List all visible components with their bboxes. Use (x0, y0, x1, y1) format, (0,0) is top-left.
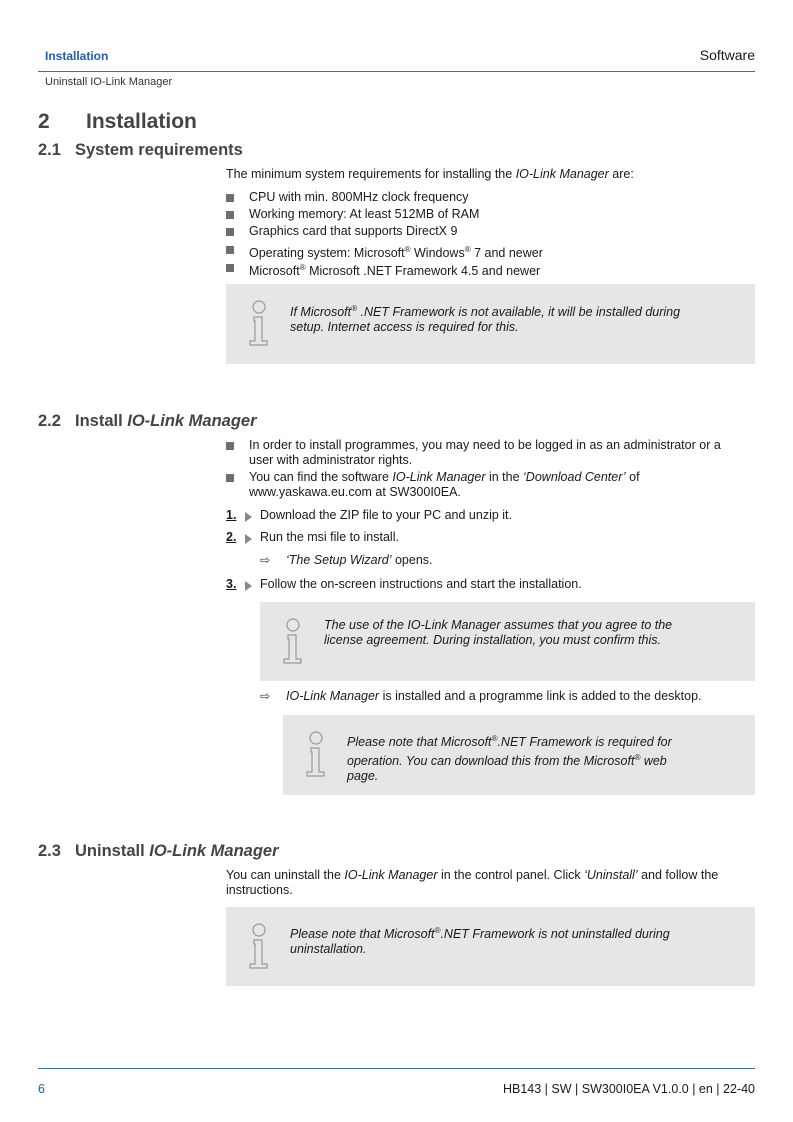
section-number: 2.2 (38, 412, 61, 430)
note-text (347, 731, 747, 784)
section-title: Uninstall (75, 842, 150, 860)
text-part: You can uninstall the (226, 868, 345, 882)
header-subtitle: Uninstall IO-Link Manager (45, 76, 173, 88)
chapter-number: 2 (38, 110, 50, 133)
footer-divider (38, 1068, 755, 1069)
registered-mark: ® (434, 926, 441, 935)
note-part: Please note that Microsoft (290, 927, 435, 942)
bullet-part: user with administrator rights. (249, 453, 413, 467)
intro-text: The minimum system requirements for installing the (226, 167, 516, 181)
bullet-square-icon (226, 211, 234, 219)
note-part: If Microsoft (290, 305, 352, 320)
info-note (283, 715, 755, 795)
result-arrow-icon: ⇨ (260, 689, 271, 703)
bullet-part: You can find the software (249, 470, 393, 484)
note-part: uninstallation. (290, 942, 367, 957)
section-title-product: IO-Link Manager (149, 842, 279, 860)
step-arrow-icon (245, 534, 252, 544)
section-heading-2-1 (38, 141, 243, 160)
info-icon (246, 300, 274, 346)
info-note (226, 907, 755, 986)
document-id: HB143 | SW | SW300I0EA V1.0.0 | en | 22-40 (502, 1082, 755, 1096)
info-icon (246, 923, 274, 969)
bullet-square-icon (226, 228, 234, 236)
section-title: Install (75, 412, 128, 430)
bullet-part: Operating system: Microsoft (249, 246, 405, 261)
bullet-part: in the (485, 470, 524, 484)
info-note (226, 284, 755, 364)
info-icon (280, 618, 308, 664)
step-arrow-icon (245, 512, 252, 522)
step-text: Run the msi file to install. (260, 530, 399, 544)
result-text (286, 553, 433, 568)
registered-mark: ® (351, 304, 358, 313)
bullet-text (249, 242, 756, 261)
uninstall-text (226, 868, 756, 898)
bullet-text: CPU with min. 800MHz clock frequency (249, 190, 469, 204)
section-number: 2.1 (38, 141, 61, 159)
section-heading-2-2 (38, 412, 257, 431)
result-part: is installed and a programme link is added to the desktop. (379, 689, 702, 703)
bullet-part: Microsoft .NET Framework 4.5 and newer (305, 264, 541, 279)
info-icon (303, 731, 331, 777)
bullet-square-icon (226, 194, 234, 202)
note-part: .NET Framework is not uninstalled during (440, 927, 670, 942)
note-part: license agreement. During installation, you must confirm this. (324, 633, 661, 647)
note-text (324, 618, 744, 648)
bullet-text (249, 260, 756, 279)
registered-mark: ® (464, 245, 471, 254)
bullet-square-icon (226, 474, 234, 482)
note-part: Please note that Microsoft (347, 735, 492, 750)
bullet-part: Microsoft (249, 264, 300, 279)
bullet-part: 7 and newer (470, 246, 543, 261)
bullet-part: IO-Link Manager (392, 470, 486, 484)
page-number: 6 (38, 1082, 45, 1096)
section-title: System requirements (75, 141, 243, 159)
step-text: Download the ZIP file to your PC and unzip it. (260, 508, 512, 522)
result-part: IO-Link Manager (286, 689, 380, 703)
result-arrow-icon: ⇨ (260, 553, 271, 567)
note-part: web (640, 754, 667, 769)
bullet-text (249, 438, 756, 468)
info-note (260, 602, 755, 681)
text-part: in the control panel. Click (437, 868, 585, 882)
bullet-part: www.yaskawa.eu.com at SW300I0EA. (249, 485, 461, 499)
note-part: operation. You can download this from the Microsoft (347, 754, 635, 769)
note-part: .NET Framework is required for (497, 735, 672, 750)
chapter-heading (38, 110, 197, 134)
requirements-intro (226, 167, 634, 182)
section-number: 2.3 (38, 842, 61, 860)
result-part: opens. (391, 553, 433, 567)
intro-text-end: are: (608, 167, 634, 181)
chapter-title: Installation (86, 110, 197, 133)
bullet-square-icon (226, 264, 234, 272)
result-part: ‘The Setup Wizard’ (286, 553, 392, 567)
note-part: setup. Internet access is required for this. (290, 320, 519, 335)
text-part: ‘Uninstall’ (584, 868, 638, 882)
note-text (290, 301, 740, 335)
bullet-text: Graphics card that supports DirectX 9 (249, 224, 458, 238)
text-part: and follow the (637, 868, 719, 882)
bullet-part: ‘Download Center’ (523, 470, 626, 484)
bullet-square-icon (226, 246, 234, 254)
registered-mark: ® (634, 753, 641, 763)
header-section-title: Installation (45, 49, 109, 63)
bullet-part: Windows (410, 246, 465, 261)
registered-mark: ® (404, 245, 411, 254)
result-text (286, 689, 702, 704)
bullet-text (249, 470, 756, 500)
note-part: The use of the IO-Link Manager assumes that you agree to the (324, 618, 673, 632)
header-product: Software (699, 47, 755, 63)
text-part: instructions. (226, 883, 293, 897)
note-part: .NET Framework is not available, it will be installed during (357, 305, 681, 320)
step-number: 3. (226, 577, 237, 591)
step-arrow-icon (245, 581, 252, 591)
intro-product: IO-Link Manager (515, 167, 609, 181)
header-divider (38, 71, 755, 72)
step-number: 1. (226, 508, 237, 522)
section-heading-2-3 (38, 842, 279, 861)
registered-mark: ® (491, 734, 498, 743)
step-text: Follow the on-screen instructions and start the installation. (260, 577, 582, 591)
bullet-part: In order to install programmes, you may need to be logged in as an administrator or a (249, 438, 721, 452)
bullet-part: of (625, 470, 640, 484)
step-number: 2. (226, 530, 237, 544)
text-part: IO-Link Manager (344, 868, 438, 882)
note-text (290, 923, 740, 957)
note-part: page. (347, 769, 379, 784)
bullet-square-icon (226, 442, 234, 450)
registered-mark: ® (299, 263, 306, 272)
section-title-product: IO-Link Manager (127, 412, 257, 430)
bullet-text: Working memory: At least 512MB of RAM (249, 207, 480, 221)
